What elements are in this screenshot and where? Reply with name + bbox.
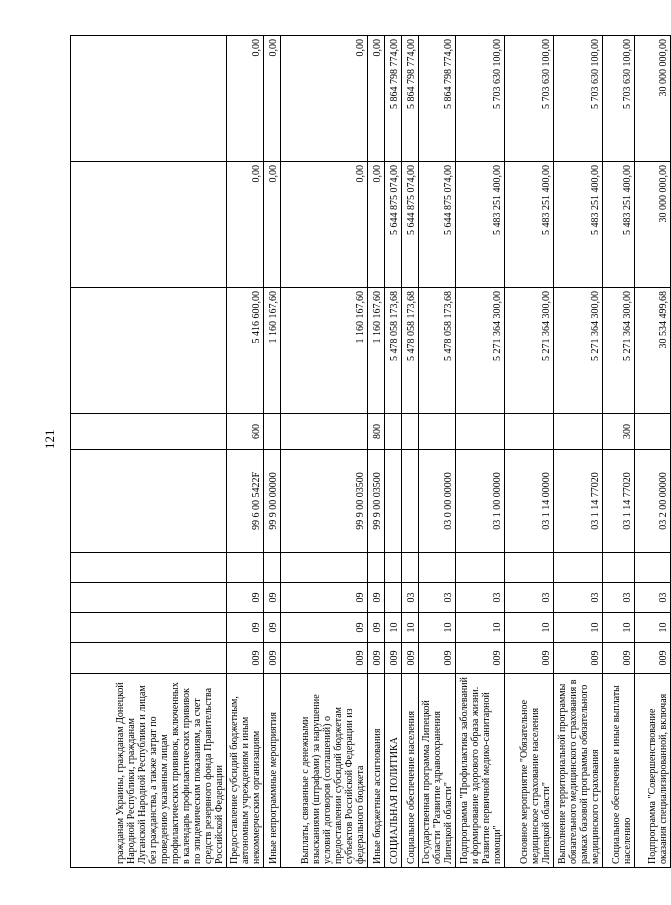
- amount-year-3: [71, 36, 227, 162]
- row-name: Предоставление субсидий бюджетным, автономным учреждениям и иным некоммерческим организациям: [227, 674, 264, 868]
- podrazdel-code: 09: [281, 583, 368, 613]
- razdel-code: 09: [227, 613, 264, 643]
- expense-type-code: [402, 414, 419, 450]
- razdel-code: 10: [385, 613, 402, 643]
- amount-year-2: 0,00: [227, 162, 264, 288]
- table-row: [456, 36, 505, 868]
- target-article-code: 99 6 00 5422F: [227, 450, 264, 553]
- expense-type-code: [281, 414, 368, 450]
- amount-year-2: 5 483 251 400,00: [554, 162, 603, 288]
- amount-year-1: 1 160 167,60: [264, 288, 281, 414]
- razdel-code: [71, 613, 227, 643]
- empty-code-cell: [368, 553, 385, 583]
- podrazdel-code: 03: [402, 583, 419, 613]
- amount-year-3: 5 703 630 100,00: [554, 36, 603, 162]
- podrazdel-code: 09: [264, 583, 281, 613]
- razdel-code: 10: [505, 613, 554, 643]
- row-name: Выплаты, связанные с денежными взысканиями (штрафами) за нарушение условий договоров (соглашений) о предоставлении субсидий бюджетам субъектов Российской Федерации из федерального бюджета: [281, 674, 368, 868]
- razdel-code: 10: [603, 613, 635, 643]
- table-row: [554, 36, 603, 868]
- target-article-code: 03 2 00 00000: [635, 450, 671, 553]
- target-article-code: 99 9 00 00000: [264, 450, 281, 553]
- razdel-code: 10: [456, 613, 505, 643]
- vedomstvo-code: 009: [505, 643, 554, 674]
- expense-type-code: 600: [227, 414, 264, 450]
- table-row: [368, 36, 385, 868]
- amount-year-3: 0,00: [227, 36, 264, 162]
- amount-year-2: 5 483 251 400,00: [456, 162, 505, 288]
- amount-year-1: 5 478 058 173,68: [385, 288, 402, 414]
- amount-year-3: 5 864 798 774,00: [385, 36, 402, 162]
- amount-year-1: 1 160 167,60: [368, 288, 385, 414]
- vedomstvo-code: 009: [635, 643, 671, 674]
- amount-year-1: 5 271 364 300,00: [554, 288, 603, 414]
- table-row: [385, 36, 402, 868]
- target-article-code: 03 1 00 00000: [456, 450, 505, 553]
- amount-year-2: 5 644 875 074,00: [385, 162, 402, 288]
- row-name: Иные непрограммные мероприятия: [264, 674, 281, 868]
- page-number: 121: [42, 429, 57, 449]
- empty-code-cell: [635, 553, 671, 583]
- razdel-code: 10: [402, 613, 419, 643]
- empty-code-cell: [385, 553, 402, 583]
- target-article-code: 99 9 00 03500: [368, 450, 385, 553]
- target-article-code: 03 1 14 00000: [505, 450, 554, 553]
- podrazdel-code: [385, 583, 402, 613]
- amount-year-2: 30 000 000,00: [635, 162, 671, 288]
- podrazdel-code: 03: [456, 583, 505, 613]
- row-name: Иные бюджетные ассигнования: [368, 674, 385, 868]
- amount-year-1: 5 478 058 173,68: [419, 288, 456, 414]
- expense-type-code: [385, 414, 402, 450]
- row-name: Выполнение территориальной программы обязательного медицинского страхования в рамках базовой программы обязательного медицинского страхования: [554, 674, 603, 868]
- row-name: Социальное обеспечение населения: [402, 674, 419, 868]
- amount-year-2: 5 644 875 074,00: [402, 162, 419, 288]
- table-row: [603, 36, 635, 868]
- amount-year-3: 5 703 630 100,00: [505, 36, 554, 162]
- empty-code-cell: [71, 553, 227, 583]
- row-name: Социальное обеспечение и иные выплаты населению: [603, 674, 635, 868]
- podrazdel-code: 03: [554, 583, 603, 613]
- amount-year-3: 5 864 798 774,00: [402, 36, 419, 162]
- row-name: гражданам Украины, гражданам Донецкой Народной Республики, гражданам Луганской Народной Республики и лицам без гражданства, а также затрат по проведению указанным лицам профилактических прививок, включенных в календарь профилактических прививок по эпидемическим показаниям, за счет средств резервного фонда Правительства Российской Федерации: [71, 674, 227, 868]
- table-row: [402, 36, 419, 868]
- table-row: [71, 36, 227, 868]
- empty-code-cell: [419, 553, 456, 583]
- razdel-code: 10: [419, 613, 456, 643]
- podrazdel-code: 03: [603, 583, 635, 613]
- amount-year-1: 5 271 364 300,00: [603, 288, 635, 414]
- target-article-code: [402, 450, 419, 553]
- row-name: Подпрограмма "Совершенствование оказания специализированной, включая: [635, 674, 671, 868]
- razdel-code: 09: [264, 613, 281, 643]
- razdel-code: 09: [281, 613, 368, 643]
- podrazdel-code: 03: [419, 583, 456, 613]
- vedomstvo-code: 009: [227, 643, 264, 674]
- budget-table-container: [70, 36, 669, 868]
- amount-year-3: 0,00: [264, 36, 281, 162]
- table-row: [505, 36, 554, 868]
- podrazdel-code: [71, 583, 227, 613]
- amount-year-2: 0,00: [368, 162, 385, 288]
- amount-year-1: 5 478 058 173,68: [402, 288, 419, 414]
- row-name: Основное мероприятие "Обязательное медицинское страхование населения Липецкой области": [505, 674, 554, 868]
- target-article-code: 03 1 14 77020: [603, 450, 635, 553]
- table-row: [419, 36, 456, 868]
- empty-code-cell: [603, 553, 635, 583]
- razdel-code: 09: [368, 613, 385, 643]
- amount-year-2: 0,00: [264, 162, 281, 288]
- amount-year-1: 5 416 600,00: [227, 288, 264, 414]
- amount-year-1: 1 160 167,60: [281, 288, 368, 414]
- vedomstvo-code: 009: [281, 643, 368, 674]
- target-article-code: [71, 450, 227, 553]
- row-name: СОЦИАЛЬНАЯ ПОЛИТИКА: [385, 674, 402, 868]
- amount-year-3: 5 864 798 774,00: [419, 36, 456, 162]
- amount-year-3: 30 000 000,00: [635, 36, 671, 162]
- budget-table-body: [71, 36, 671, 868]
- expense-type-code: [71, 414, 227, 450]
- vedomstvo-code: 009: [385, 643, 402, 674]
- empty-code-cell: [505, 553, 554, 583]
- budget-table: [70, 35, 671, 868]
- amount-year-3: 5 703 630 100,00: [456, 36, 505, 162]
- target-article-code: 03 1 14 77020: [554, 450, 603, 553]
- expense-type-code: [554, 414, 603, 450]
- empty-code-cell: [402, 553, 419, 583]
- table-row: [635, 36, 671, 868]
- vedomstvo-code: [71, 643, 227, 674]
- expense-type-code: [419, 414, 456, 450]
- vedomstvo-code: 009: [603, 643, 635, 674]
- empty-code-cell: [227, 553, 264, 583]
- podrazdel-code: 09: [368, 583, 385, 613]
- amount-year-2: 5 644 875 074,00: [419, 162, 456, 288]
- vedomstvo-code: 009: [456, 643, 505, 674]
- vedomstvo-code: 009: [368, 643, 385, 674]
- podrazdel-code: 03: [505, 583, 554, 613]
- amount-year-2: [71, 162, 227, 288]
- podrazdel-code: 03: [635, 583, 671, 613]
- amount-year-1: 5 271 364 300,00: [505, 288, 554, 414]
- empty-code-cell: [281, 553, 368, 583]
- expense-type-code: [635, 414, 671, 450]
- table-row: [264, 36, 281, 868]
- vedomstvo-code: 009: [419, 643, 456, 674]
- empty-code-cell: [456, 553, 505, 583]
- amount-year-1: [71, 288, 227, 414]
- target-article-code: [385, 450, 402, 553]
- razdel-code: 10: [635, 613, 671, 643]
- vedomstvo-code: 009: [264, 643, 281, 674]
- amount-year-1: 30 534 499,68: [635, 288, 671, 414]
- vedomstvo-code: 009: [554, 643, 603, 674]
- expense-type-code: 800: [368, 414, 385, 450]
- amount-year-3: 0,00: [368, 36, 385, 162]
- table-row: [227, 36, 264, 868]
- target-article-code: 03 0 00 00000: [419, 450, 456, 553]
- row-name: Подпрограмма "Профилактика заболеваний и формирование здорового образа жизни. Развитие первичной медико-санитарной помощи": [456, 674, 505, 868]
- expense-type-code: [264, 414, 281, 450]
- expense-type-code: 300: [603, 414, 635, 450]
- vedomstvo-code: 009: [402, 643, 419, 674]
- amount-year-2: 0,00: [281, 162, 368, 288]
- podrazdel-code: 09: [227, 583, 264, 613]
- amount-year-3: 5 703 630 100,00: [603, 36, 635, 162]
- target-article-code: 99 9 00 03500: [281, 450, 368, 553]
- amount-year-2: 5 483 251 400,00: [603, 162, 635, 288]
- empty-code-cell: [554, 553, 603, 583]
- empty-code-cell: [264, 553, 281, 583]
- table-row: [281, 36, 368, 868]
- expense-type-code: [505, 414, 554, 450]
- expense-type-code: [456, 414, 505, 450]
- row-name: Государственная программа Липецкой области "Развитие здравоохранения Липецкой области": [419, 674, 456, 868]
- razdel-code: 10: [554, 613, 603, 643]
- amount-year-1: 5 271 364 300,00: [456, 288, 505, 414]
- amount-year-2: 5 483 251 400,00: [505, 162, 554, 288]
- amount-year-3: 0,00: [281, 36, 368, 162]
